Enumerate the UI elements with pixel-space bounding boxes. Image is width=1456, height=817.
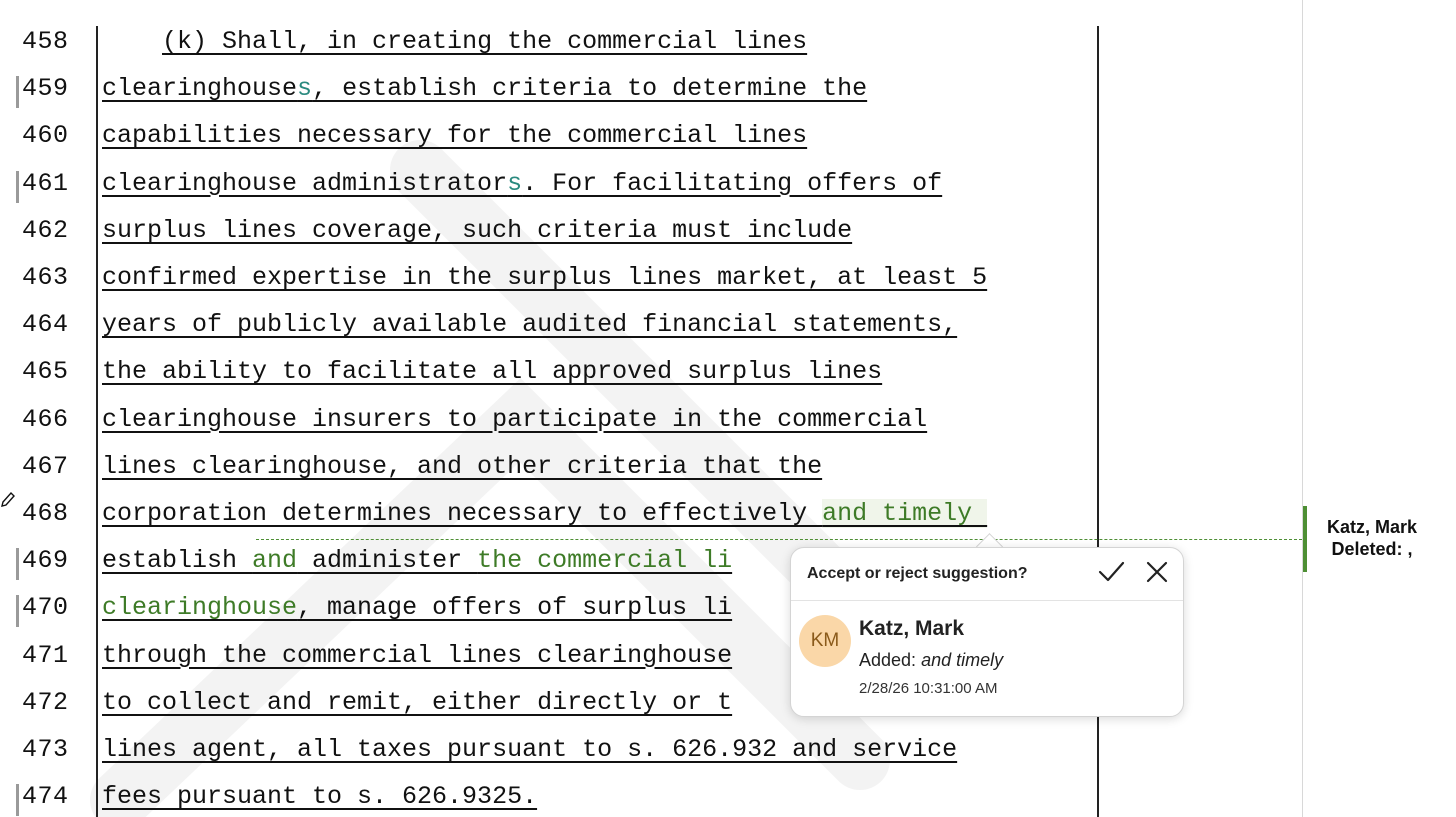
text-line[interactable] <box>102 593 732 622</box>
change-bar <box>16 171 19 203</box>
indent <box>102 27 162 56</box>
edit-pencil-icon <box>0 490 16 508</box>
line-number: 473 <box>22 735 69 764</box>
change-bar <box>16 548 19 580</box>
margin-comment-bar <box>1303 506 1307 572</box>
close-icon <box>1143 558 1171 586</box>
text-line[interactable] <box>102 688 732 717</box>
change-bar <box>16 595 19 627</box>
format-change-text: s <box>297 74 313 104</box>
line-number: 474 <box>22 782 69 812</box>
text-line[interactable] <box>102 263 987 292</box>
text-segment: lines clearinghouse, and other criteria that the <box>102 451 823 481</box>
inserted-text: and timely <box>822 499 988 528</box>
text-segment: , manage offers of surplus li <box>297 593 733 623</box>
margin-comment-author: Katz, Mark <box>1326 517 1418 537</box>
line-number: 465 <box>22 357 69 387</box>
line-number: 464 <box>22 310 69 340</box>
text-line[interactable] <box>102 310 957 339</box>
text-line[interactable] <box>102 546 732 575</box>
text-line[interactable] <box>102 74 867 103</box>
inserted-text: and <box>252 546 298 576</box>
text-segment: (k) Shall, in creating the commercial lines <box>162 27 808 56</box>
line-number: 468 <box>22 499 69 528</box>
comment-anchor-line <box>256 539 1302 540</box>
change-bar <box>16 76 19 108</box>
text-line[interactable] <box>102 641 732 670</box>
left-border-line <box>96 26 98 817</box>
text-segment: . For facilitating offers of <box>522 168 943 198</box>
line-number: 469 <box>22 546 69 576</box>
text-line[interactable] <box>102 27 807 56</box>
suggestion-author: Katz, Mark <box>859 617 965 640</box>
margin-comment-deletion <box>1312 538 1432 560</box>
text-line[interactable] <box>102 452 822 481</box>
reject-suggestion-button[interactable] <box>1143 558 1171 586</box>
format-change-text: s <box>507 168 523 198</box>
added-value: and timely <box>921 650 1004 670</box>
text-segment: , establish criteria to determine the <box>312 74 868 104</box>
text-segment: confirmed expertise in the surplus lines market, at least 5 <box>102 263 988 292</box>
text-segment: years of publicly available audited financial statements, <box>102 310 958 340</box>
added-label: Added: <box>859 650 917 670</box>
inserted-text: the commercial li <box>477 546 733 576</box>
text-segment: through the commercial lines clearinghouse <box>102 640 733 670</box>
deleted-value: , <box>1407 539 1413 559</box>
suggestion-timestamp: 2/28/26 10:31:00 AM <box>859 680 998 697</box>
text-line[interactable] <box>102 169 942 198</box>
text-line[interactable] <box>102 405 927 434</box>
line-number: 460 <box>22 121 69 151</box>
text-segment: the ability to facilitate all approved surplus lines <box>102 357 883 387</box>
check-icon <box>1097 558 1125 586</box>
line-number: 459 <box>22 74 69 104</box>
line-number: 462 <box>22 215 69 245</box>
suggestion-summary <box>859 650 1003 671</box>
text-segment: establish <box>102 546 253 576</box>
text-line[interactable] <box>102 782 537 811</box>
popup-divider <box>791 600 1183 601</box>
line-number: 467 <box>22 451 69 481</box>
markup-pane-divider <box>1302 0 1303 817</box>
text-line[interactable] <box>102 121 807 150</box>
text-segment: lines agent, all taxes pursuant to s. 626.932 and service <box>102 735 958 764</box>
text-line[interactable] <box>102 735 957 764</box>
avatar: KM <box>799 615 851 667</box>
line-number: 463 <box>22 263 69 292</box>
text-segment: corporation determines necessary to effectively <box>102 499 823 528</box>
text-segment: to collect and remit, either directly or t <box>102 687 733 717</box>
line-number: 470 <box>22 593 69 623</box>
text-segment: surplus lines coverage, such criteria must include <box>102 215 853 245</box>
text-line[interactable] <box>102 499 987 528</box>
text-segment: clearinghouse <box>102 74 298 104</box>
line-number: 458 <box>22 27 69 56</box>
deleted-label: Deleted: <box>1331 539 1403 559</box>
change-bar <box>16 784 19 816</box>
text-line[interactable] <box>102 357 882 386</box>
text-segment: clearinghouse administrator <box>102 168 508 198</box>
suggestion-popup <box>790 547 1184 717</box>
inserted-text: clearinghouse <box>102 593 298 623</box>
text-line[interactable] <box>102 216 852 245</box>
line-number: 472 <box>22 687 69 717</box>
text-segment: clearinghouse insurers to participate in the commercial <box>102 404 928 434</box>
text-segment: fees pursuant to s. 626.9325. <box>102 782 538 812</box>
line-number: 471 <box>22 640 69 670</box>
popup-title: Accept or reject suggestion? <box>807 565 1028 582</box>
margin-deletion-comment[interactable] <box>1312 516 1432 560</box>
accept-suggestion-button[interactable] <box>1097 558 1125 586</box>
text-segment: administer <box>297 546 478 576</box>
line-number: 461 <box>22 168 69 198</box>
line-number: 466 <box>22 404 69 434</box>
text-segment: capabilities necessary for the commercial lines <box>102 121 808 151</box>
